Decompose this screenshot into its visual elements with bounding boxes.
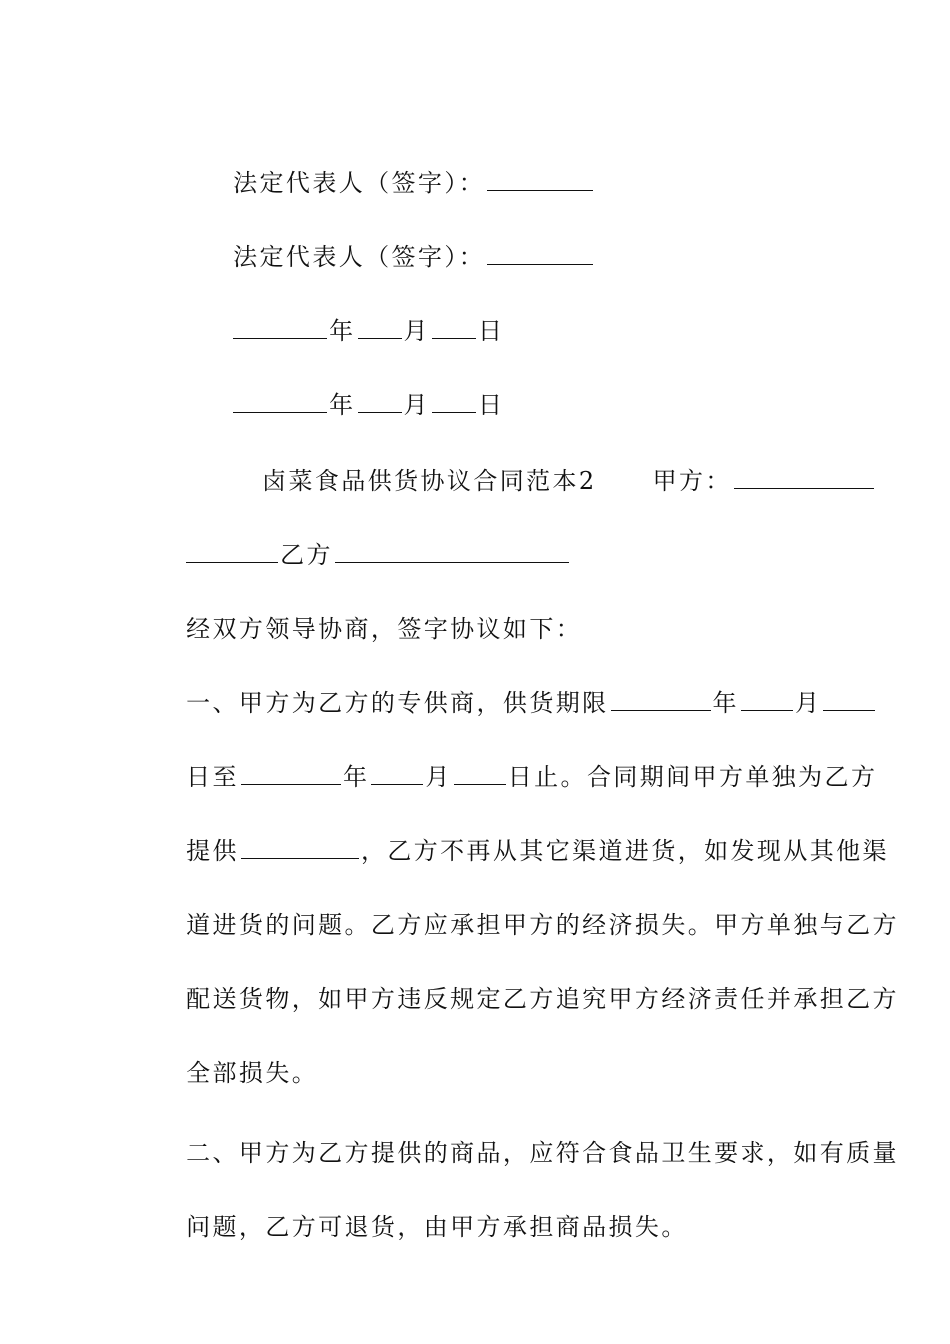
party-a-label: 甲方：	[652, 467, 732, 495]
year-blank	[233, 390, 327, 413]
clause2-text: 二、甲方为乙方提供的商品，应符合食品卫生要求，如有质量	[186, 1139, 899, 1167]
month-label: 月	[403, 391, 430, 419]
clause1-text: 一、甲方为乙方的专供商，供货期限	[186, 689, 609, 717]
end-year-blank	[241, 762, 341, 785]
day-blank	[432, 316, 476, 339]
month-label: 月	[403, 317, 430, 345]
party-b-label: 乙方	[280, 541, 333, 569]
month-label: 月	[425, 763, 452, 791]
day-blank	[432, 390, 476, 413]
party-a-blank-continued	[186, 540, 278, 563]
clause1-text: 道进货的问题。乙方应承担甲方的经济损失。甲方单独与乙方	[186, 911, 899, 939]
month-blank	[358, 390, 402, 413]
month-blank	[358, 316, 402, 339]
year-label: 年	[712, 689, 739, 717]
start-month-blank	[741, 688, 793, 711]
clause1-text: 日止。合同期间甲方单独为乙方	[507, 763, 878, 791]
year-label: 年	[329, 391, 356, 419]
party-b-blank	[335, 540, 569, 563]
day-label: 日	[477, 391, 505, 419]
month-label: 月	[794, 689, 822, 717]
intro-text: 经双方领导协商，签字协议如下：	[186, 615, 583, 643]
clause1-text: 全部损失。	[186, 1059, 319, 1087]
contract-title: 卤菜食品供货协议合同范本2	[262, 467, 597, 495]
rep-label: 法定代表人（签字）：	[233, 169, 486, 197]
product-blank	[241, 836, 359, 859]
clause1-line6	[146, 1028, 950, 1118]
clause2-line2	[146, 1182, 950, 1272]
clause1-text: 提供	[186, 837, 239, 865]
end-month-blank	[371, 762, 423, 785]
day-label: 日	[477, 317, 505, 345]
signature-blank	[487, 242, 593, 265]
year-label: 年	[342, 763, 370, 791]
end-day-blank	[454, 762, 506, 785]
clause1-text: 配送货物，如甲方违反规定乙方追究甲方经济责任并承担乙方	[186, 985, 899, 1013]
start-day-blank	[823, 688, 875, 711]
year-blank	[233, 316, 327, 339]
clause2-text: 问题，乙方可退货，由甲方承担商品损失。	[186, 1213, 688, 1241]
signature-blank	[487, 168, 593, 191]
rep-label: 法定代表人（签字）：	[233, 243, 486, 271]
party-a-blank	[734, 466, 874, 489]
clause1-text: ，乙方不再从其它渠道进货，如发现从其他渠	[360, 837, 889, 865]
clause1-text: 日至	[186, 763, 239, 791]
start-year-blank	[611, 688, 711, 711]
year-label: 年	[329, 317, 356, 345]
